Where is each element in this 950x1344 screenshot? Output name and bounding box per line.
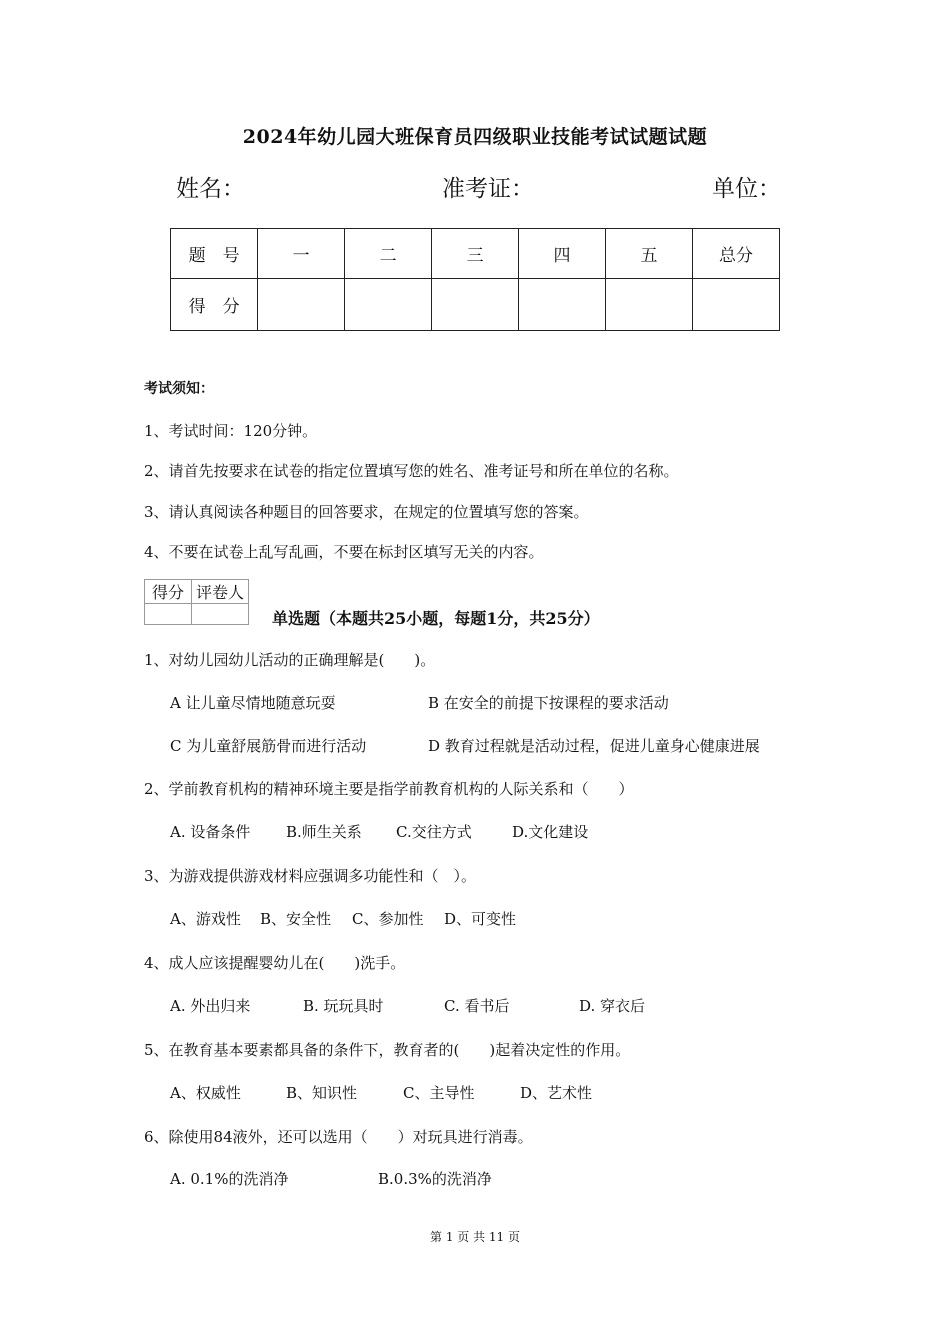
question-stem: 6、除使用84液外，还可以选用（ ）对玩具进行消毒。 — [144, 1128, 533, 1146]
question-option: C.交往方式 — [396, 823, 472, 841]
notice-item: 3、请认真阅读各种题目的回答要求，在规定的位置填写您的答案。 — [144, 503, 589, 521]
question-stem: 5、在教育基本要素都具备的条件下，教育者的( )起着决定性的作用。 — [144, 1041, 631, 1059]
question-option: D、艺术性 — [520, 1084, 593, 1102]
question-option: B 在安全的前提下按课程的要求活动 — [428, 694, 669, 712]
score-cell-1[interactable] — [258, 279, 345, 331]
question-option: C 为儿童舒展筋骨而进行活动 — [170, 737, 367, 755]
score-cell-3[interactable] — [432, 279, 519, 331]
question-number-label: 题 号 — [171, 229, 258, 279]
question-option: D 教育过程就是活动过程，促进儿童身心健康进展 — [428, 737, 760, 755]
notice-item: 1、考试时间：120分钟。 — [144, 422, 318, 440]
score-cell-2[interactable] — [345, 279, 432, 331]
score-cell-4[interactable] — [519, 279, 606, 331]
name-field-label: 姓名： — [176, 176, 245, 202]
score-cell-5[interactable] — [606, 279, 693, 331]
exam-title: 2024年幼儿园大班保育员四级职业技能考试试题试题 — [242, 126, 708, 148]
page-footer: 第 1 页 共 11 页 — [430, 1230, 520, 1244]
column-4: 四 — [519, 229, 606, 279]
notice-title: 考试须知： — [144, 381, 214, 397]
section-title: 单选题（本题共25小题，每题1分，共25分） — [272, 609, 600, 628]
unit-field-label: 单位： — [712, 176, 781, 202]
question-option: D、可变性 — [444, 910, 517, 928]
grader-reviewer-label: 评卷人 — [192, 580, 249, 604]
question-option: A. 设备条件 — [170, 823, 251, 841]
question-stem: 4、成人应该提醒婴幼儿在( )洗手。 — [144, 954, 406, 972]
grader-score-label: 得分 — [145, 580, 192, 604]
question-option: B、安全性 — [260, 910, 332, 928]
grader-reviewer-cell[interactable] — [192, 604, 249, 625]
score-label: 得 分 — [171, 279, 258, 331]
notice-item: 2、请首先按要求在试卷的指定位置填写您的姓名、准考证号和所在单位的名称。 — [144, 462, 679, 480]
column-1: 一 — [258, 229, 345, 279]
question-option: C、参加性 — [352, 910, 424, 928]
question-option: A、权威性 — [170, 1084, 241, 1102]
notice-item: 4、不要在试卷上乱写乱画，不要在标封区填写无关的内容。 — [144, 543, 544, 561]
question-stem: 3、为游戏提供游戏材料应强调多功能性和（ ）。 — [144, 867, 477, 885]
question-option: C、主导性 — [403, 1084, 475, 1102]
column-5: 五 — [606, 229, 693, 279]
question-option: B. 玩玩具时 — [303, 997, 384, 1015]
grader-score-cell[interactable] — [145, 604, 192, 625]
score-table-header-row — [171, 229, 780, 279]
question-option: D.文化建设 — [512, 823, 589, 841]
question-option: C. 看书后 — [444, 997, 510, 1015]
column-2: 二 — [345, 229, 432, 279]
question-option: A 让儿童尽情地随意玩耍 — [170, 694, 336, 712]
column-3: 三 — [432, 229, 519, 279]
question-option: B.0.3%的洗消净 — [378, 1170, 492, 1188]
question-stem: 1、对幼儿园幼儿活动的正确理解是( )。 — [144, 651, 436, 669]
score-table — [170, 228, 780, 331]
question-stem: 2、学前教育机构的精神环境主要是指学前教育机构的人际关系和（ ） — [144, 780, 634, 798]
question-option: A. 外出归来 — [170, 997, 251, 1015]
score-cell-total[interactable] — [692, 279, 779, 331]
question-option: A. 0.1%的洗消净 — [170, 1170, 289, 1188]
column-total: 总分 — [692, 229, 779, 279]
grader-box — [144, 579, 249, 625]
question-option: B、知识性 — [286, 1084, 358, 1102]
question-option: B.师生关系 — [286, 823, 362, 841]
question-option: D. 穿衣后 — [579, 997, 646, 1015]
ticket-field-label: 准考证： — [442, 176, 534, 202]
score-table-score-row — [171, 279, 780, 331]
question-option: A、游戏性 — [170, 910, 241, 928]
